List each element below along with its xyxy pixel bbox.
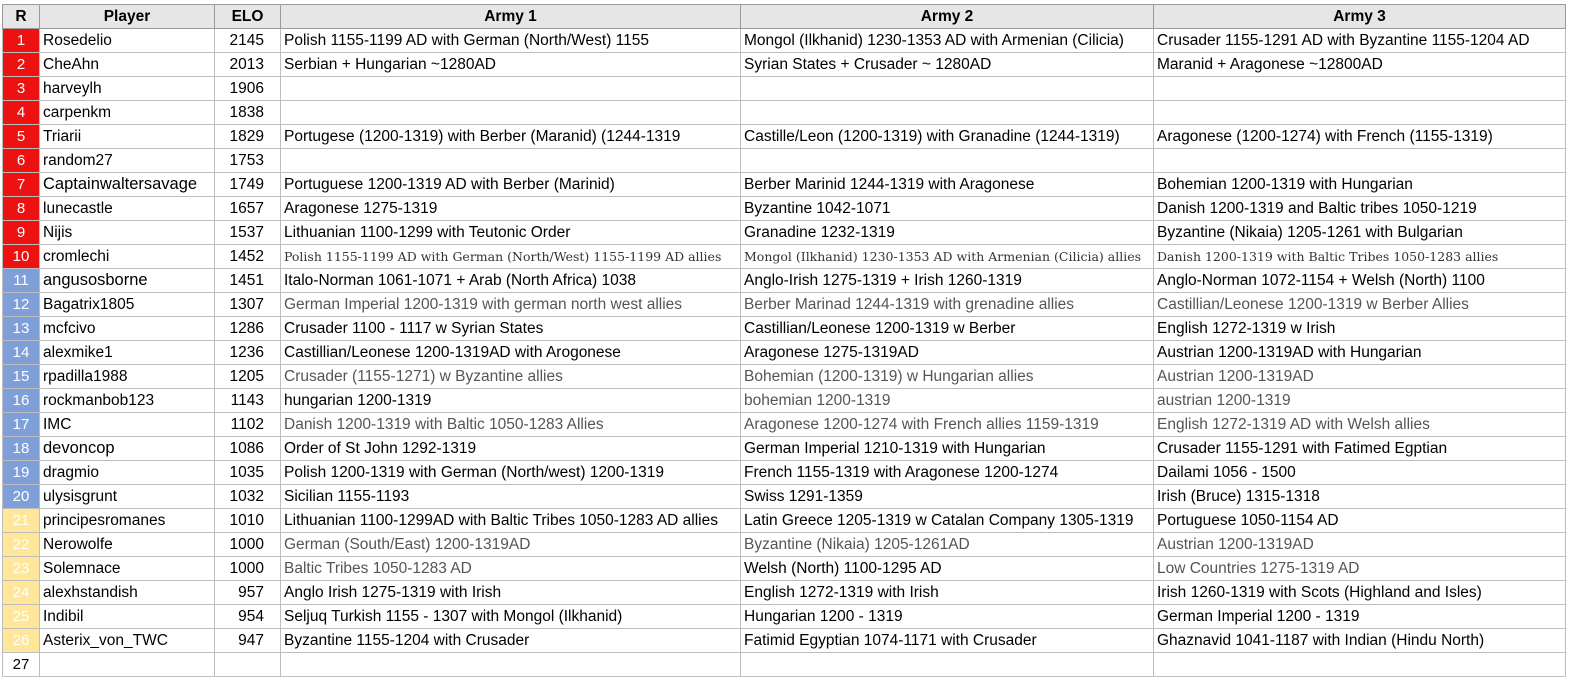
army2-cell[interactable]: Castille/Leon (1200-1319) with Granadine (1244-1319) xyxy=(741,125,1154,149)
elo-cell[interactable] xyxy=(215,653,281,677)
elo-cell[interactable]: 2013 xyxy=(215,53,281,77)
elo-cell[interactable]: 1286 xyxy=(215,317,281,341)
rank-cell[interactable]: 1 xyxy=(3,29,40,53)
army1-cell[interactable]: Portugese (1200-1319) with Berber (Maranid) (1244-1319 xyxy=(281,125,741,149)
army2-cell[interactable]: Granadine 1232-1319 xyxy=(741,221,1154,245)
elo-cell[interactable]: 1010 xyxy=(215,509,281,533)
header-rank[interactable]: R xyxy=(3,5,40,29)
elo-cell[interactable]: 1451 xyxy=(215,269,281,293)
elo-cell[interactable]: 1452 xyxy=(215,245,281,269)
army2-cell[interactable]: Aragonese 1200-1274 with French allies 1159-1319 xyxy=(741,413,1154,437)
table-row xyxy=(3,605,1566,629)
army3-cell[interactable]: Danish 1200-1319 with Baltic Tribes 1050-1283 allies xyxy=(1154,245,1566,269)
rank-cell[interactable]: 12 xyxy=(3,293,40,317)
army2-cell[interactable] xyxy=(741,77,1154,101)
army2-cell[interactable]: Bohemian (1200-1319) w Hungarian allies xyxy=(741,365,1154,389)
army1-cell[interactable] xyxy=(281,101,741,125)
army3-cell[interactable]: Ghaznavid 1041-1187 with Indian (Hindu North) xyxy=(1154,629,1566,653)
army1-cell[interactable]: Sicilian 1155-1193 xyxy=(281,485,741,509)
rank-cell[interactable]: 20 xyxy=(3,485,40,509)
army1-cell[interactable]: Order of St John 1292-1319 xyxy=(281,437,741,461)
player-cell[interactable]: rockmanbob123 xyxy=(40,389,215,413)
table-row xyxy=(3,317,1566,341)
army3-cell[interactable]: Austrian 1200-1319AD xyxy=(1154,365,1566,389)
header-army1[interactable]: Army 1 xyxy=(281,5,741,29)
elo-cell[interactable]: 1829 xyxy=(215,125,281,149)
player-cell[interactable]: harveylh xyxy=(40,77,215,101)
player-cell[interactable]: devoncop xyxy=(40,437,215,461)
table-row xyxy=(3,197,1566,221)
rank-cell[interactable]: 21 xyxy=(3,509,40,533)
army3-cell[interactable]: Irish 1260-1319 with Scots (Highland and Isles) xyxy=(1154,581,1566,605)
army2-cell[interactable]: Mongol (Ilkhanid) 1230-1353 AD with Armenian (Cilicia) allies xyxy=(741,245,1154,269)
table-row xyxy=(3,653,1566,677)
table-row xyxy=(3,557,1566,581)
elo-cell[interactable]: 1143 xyxy=(215,389,281,413)
elo-cell[interactable]: 1205 xyxy=(215,365,281,389)
army3-cell[interactable]: Castillian/Leonese 1200-1319 w Berber Allies xyxy=(1154,293,1566,317)
player-cell[interactable]: ulysisgrunt xyxy=(40,485,215,509)
table-row xyxy=(3,461,1566,485)
player-cell[interactable]: IMC xyxy=(40,413,215,437)
player-cell[interactable]: Rosedelio xyxy=(40,29,215,53)
table-row xyxy=(3,509,1566,533)
player-cell[interactable]: angusosborne xyxy=(40,269,215,293)
elo-cell[interactable]: 1838 xyxy=(215,101,281,125)
table-row xyxy=(3,341,1566,365)
army1-cell[interactable]: Byzantine 1155-1204 with Crusader xyxy=(281,629,741,653)
army2-cell[interactable]: Byzantine (Nikaia) 1205-1261AD xyxy=(741,533,1154,557)
army3-cell[interactable] xyxy=(1154,149,1566,173)
table-row xyxy=(3,413,1566,437)
player-cell[interactable]: Bagatrix1805 xyxy=(40,293,215,317)
elo-cell[interactable]: 957 xyxy=(215,581,281,605)
rank-cell[interactable]: 24 xyxy=(3,581,40,605)
army2-cell[interactable]: Welsh (North) 1100-1295 AD xyxy=(741,557,1154,581)
table-row xyxy=(3,629,1566,653)
header-row xyxy=(3,5,1566,29)
player-cell[interactable]: Captainwaltersavage xyxy=(40,173,215,197)
table-row xyxy=(3,269,1566,293)
rank-cell[interactable]: 13 xyxy=(3,317,40,341)
elo-cell[interactable]: 947 xyxy=(215,629,281,653)
ranking-table xyxy=(2,4,1566,677)
player-cell[interactable]: lunecastle xyxy=(40,197,215,221)
army3-cell[interactable]: German Imperial 1200 - 1319 xyxy=(1154,605,1566,629)
rank-cell[interactable]: 3 xyxy=(3,77,40,101)
rank-cell[interactable]: 22 xyxy=(3,533,40,557)
table-row xyxy=(3,77,1566,101)
rank-cell[interactable]: 4 xyxy=(3,101,40,125)
army3-cell[interactable]: Crusader 1155-1291 AD with Byzantine 1155-1204 AD xyxy=(1154,29,1566,53)
table-row xyxy=(3,533,1566,557)
player-cell[interactable]: dragmio xyxy=(40,461,215,485)
rank-cell[interactable]: 14 xyxy=(3,341,40,365)
army2-cell[interactable]: Byzantine 1042-1071 xyxy=(741,197,1154,221)
army1-cell[interactable]: Lithuanian 1100-1299AD with Baltic Tribes 1050-1283 AD allies xyxy=(281,509,741,533)
army1-cell[interactable]: Anglo Irish 1275-1319 with Irish xyxy=(281,581,741,605)
rank-cell[interactable]: 23 xyxy=(3,557,40,581)
elo-cell[interactable]: 2145 xyxy=(215,29,281,53)
header-army3[interactable]: Army 3 xyxy=(1154,5,1566,29)
elo-cell[interactable]: 1000 xyxy=(215,557,281,581)
table-row xyxy=(3,101,1566,125)
player-cell[interactable]: principesromanes xyxy=(40,509,215,533)
army1-cell[interactable]: Polish 1200-1319 with German (North/west) 1200-1319 xyxy=(281,461,741,485)
army3-cell[interactable]: Danish 1200-1319 and Baltic tribes 1050-1219 xyxy=(1154,197,1566,221)
army1-cell[interactable]: Crusader (1155-1271) w Byzantine allies xyxy=(281,365,741,389)
army1-cell[interactable]: Polish 1155-1199 AD with German (North/West) 1155-1199 AD allies xyxy=(281,245,741,269)
army2-cell[interactable]: French 1155-1319 with Aragonese 1200-1274 xyxy=(741,461,1154,485)
table-row xyxy=(3,245,1566,269)
army3-cell[interactable]: Austrian 1200-1319AD xyxy=(1154,533,1566,557)
elo-cell[interactable]: 1102 xyxy=(215,413,281,437)
army2-cell[interactable]: Syrian States + Crusader ~ 1280AD xyxy=(741,53,1154,77)
rank-cell[interactable]: 10 xyxy=(3,245,40,269)
table-row xyxy=(3,173,1566,197)
table-row xyxy=(3,149,1566,173)
army3-cell[interactable]: Byzantine (Nikaia) 1205-1261 with Bulgarian xyxy=(1154,221,1566,245)
table-row xyxy=(3,53,1566,77)
army3-cell[interactable] xyxy=(1154,101,1566,125)
army1-cell[interactable]: German Imperial 1200-1319 with german north west allies xyxy=(281,293,741,317)
army3-cell[interactable]: Low Countries 1275-1319 AD xyxy=(1154,557,1566,581)
army3-cell[interactable]: Maranid + Aragonese ~12800AD xyxy=(1154,53,1566,77)
table-row xyxy=(3,365,1566,389)
player-cell[interactable]: Solemnace xyxy=(40,557,215,581)
army2-cell[interactable]: Fatimid Egyptian 1074-1171 with Crusader xyxy=(741,629,1154,653)
army3-cell[interactable]: English 1272-1319 w Irish xyxy=(1154,317,1566,341)
army3-cell[interactable]: Irish (Bruce) 1315-1318 xyxy=(1154,485,1566,509)
table-row xyxy=(3,29,1566,53)
table-row xyxy=(3,581,1566,605)
army1-cell[interactable]: Lithuanian 1100-1299 with Teutonic Order xyxy=(281,221,741,245)
rank-cell[interactable]: 5 xyxy=(3,125,40,149)
army2-cell[interactable]: Berber Marinid 1244-1319 with Aragonese xyxy=(741,173,1154,197)
army3-cell[interactable]: English 1272-1319 AD with Welsh allies xyxy=(1154,413,1566,437)
player-cell[interactable]: Triarii xyxy=(40,125,215,149)
army2-cell[interactable]: English 1272-1319 with Irish xyxy=(741,581,1154,605)
rank-cell[interactable]: 2 xyxy=(3,53,40,77)
army1-cell[interactable] xyxy=(281,653,741,677)
army1-cell[interactable]: Danish 1200-1319 with Baltic 1050-1283 Allies xyxy=(281,413,741,437)
army3-cell[interactable]: Austrian 1200-1319AD with Hungarian xyxy=(1154,341,1566,365)
army2-cell[interactable]: Aragonese 1275-1319AD xyxy=(741,341,1154,365)
army1-cell[interactable]: hungarian 1200-1319 xyxy=(281,389,741,413)
player-cell[interactable]: random27 xyxy=(40,149,215,173)
elo-cell[interactable]: 1236 xyxy=(215,341,281,365)
rank-cell[interactable]: 18 xyxy=(3,437,40,461)
player-cell[interactable]: alexmike1 xyxy=(40,341,215,365)
army3-cell[interactable]: Bohemian 1200-1319 with Hungarian xyxy=(1154,173,1566,197)
player-cell[interactable]: alexhstandish xyxy=(40,581,215,605)
table-row xyxy=(3,437,1566,461)
army2-cell[interactable]: German Imperial 1210-1319 with Hungarian xyxy=(741,437,1154,461)
army1-cell[interactable]: Portuguese 1200-1319 AD with Berber (Marinid) xyxy=(281,173,741,197)
table-row xyxy=(3,293,1566,317)
elo-cell[interactable]: 1657 xyxy=(215,197,281,221)
table-row xyxy=(3,221,1566,245)
army2-cell[interactable]: bohemian 1200-1319 xyxy=(741,389,1154,413)
elo-cell[interactable]: 1086 xyxy=(215,437,281,461)
army2-cell[interactable]: Swiss 1291-1359 xyxy=(741,485,1154,509)
elo-cell[interactable]: 954 xyxy=(215,605,281,629)
army3-cell[interactable]: austrian 1200-1319 xyxy=(1154,389,1566,413)
army2-cell[interactable]: Berber Marinad 1244-1319 with grenadine allies xyxy=(741,293,1154,317)
army3-cell[interactable]: Aragonese (1200-1274) with French (1155-1319) xyxy=(1154,125,1566,149)
army1-cell[interactable]: Italo-Norman 1061-1071 + Arab (North Africa) 1038 xyxy=(281,269,741,293)
player-cell[interactable]: rpadilla1988 xyxy=(40,365,215,389)
player-cell[interactable]: Asterix_von_TWC xyxy=(40,629,215,653)
player-cell[interactable]: Nerowolfe xyxy=(40,533,215,557)
army2-cell[interactable] xyxy=(741,653,1154,677)
elo-cell[interactable]: 1906 xyxy=(215,77,281,101)
elo-cell[interactable]: 1537 xyxy=(215,221,281,245)
army1-cell[interactable]: Aragonese 1275-1319 xyxy=(281,197,741,221)
rank-cell[interactable]: 16 xyxy=(3,389,40,413)
army2-cell[interactable] xyxy=(741,149,1154,173)
army2-cell[interactable] xyxy=(741,101,1154,125)
table-row xyxy=(3,125,1566,149)
army2-cell[interactable]: Castillian/Leonese 1200-1319 w Berber xyxy=(741,317,1154,341)
elo-cell[interactable]: 1753 xyxy=(215,149,281,173)
player-cell[interactable]: Nijis xyxy=(40,221,215,245)
rank-cell[interactable]: 8 xyxy=(3,197,40,221)
rank-cell[interactable]: 17 xyxy=(3,413,40,437)
rank-cell[interactable]: 15 xyxy=(3,365,40,389)
army1-cell[interactable]: Serbian + Hungarian ~1280AD xyxy=(281,53,741,77)
elo-cell[interactable]: 1307 xyxy=(215,293,281,317)
army2-cell[interactable]: Latin Greece 1205-1319 w Catalan Company 1305-1319 xyxy=(741,509,1154,533)
army1-cell[interactable]: German (South/East) 1200-1319AD xyxy=(281,533,741,557)
player-cell[interactable]: mcfcivo xyxy=(40,317,215,341)
rank-cell[interactable]: 7 xyxy=(3,173,40,197)
army3-cell[interactable]: Portuguese 1050-1154 AD xyxy=(1154,509,1566,533)
army2-cell[interactable]: Anglo-Irish 1275-1319 + Irish 1260-1319 xyxy=(741,269,1154,293)
rank-cell[interactable]: 6 xyxy=(3,149,40,173)
rank-cell[interactable]: 9 xyxy=(3,221,40,245)
rank-cell[interactable]: 27 xyxy=(3,653,40,677)
army3-cell[interactable] xyxy=(1154,653,1566,677)
army3-cell[interactable]: Dailami 1056 - 1500 xyxy=(1154,461,1566,485)
army2-cell[interactable]: Hungarian 1200 - 1319 xyxy=(741,605,1154,629)
header-player[interactable]: Player xyxy=(40,5,215,29)
rank-cell[interactable]: 11 xyxy=(3,269,40,293)
rank-cell[interactable]: 26 xyxy=(3,629,40,653)
table-row xyxy=(3,485,1566,509)
army1-cell[interactable]: Castillian/Leonese 1200-1319AD with Arogonese xyxy=(281,341,741,365)
header-elo[interactable]: ELO xyxy=(215,5,281,29)
player-cell[interactable] xyxy=(40,653,215,677)
army1-cell[interactable]: Crusader 1100 - 1117 w Syrian States xyxy=(281,317,741,341)
army2-cell[interactable]: Mongol (Ilkhanid) 1230-1353 AD with Armenian (Cilicia) xyxy=(741,29,1154,53)
army1-cell[interactable]: Seljuq Turkish 1155 - 1307 with Mongol (Ilkhanid) xyxy=(281,605,741,629)
army1-cell[interactable] xyxy=(281,77,741,101)
player-cell[interactable]: carpenkm xyxy=(40,101,215,125)
rank-cell[interactable]: 25 xyxy=(3,605,40,629)
elo-cell[interactable]: 1000 xyxy=(215,533,281,557)
army1-cell[interactable]: Polish 1155-1199 AD with German (North/West) 1155 xyxy=(281,29,741,53)
army1-cell[interactable]: Baltic Tribes 1050-1283 AD xyxy=(281,557,741,581)
army1-cell[interactable] xyxy=(281,149,741,173)
table-row xyxy=(3,389,1566,413)
army3-cell[interactable] xyxy=(1154,77,1566,101)
elo-cell[interactable]: 1035 xyxy=(215,461,281,485)
player-cell[interactable]: Indibil xyxy=(40,605,215,629)
rank-cell[interactable]: 19 xyxy=(3,461,40,485)
army3-cell[interactable]: Anglo-Norman 1072-1154 + Welsh (North) 1100 xyxy=(1154,269,1566,293)
army3-cell[interactable]: Crusader 1155-1291 with Fatimed Egptian xyxy=(1154,437,1566,461)
player-cell[interactable]: cromlechi xyxy=(40,245,215,269)
elo-cell[interactable]: 1032 xyxy=(215,485,281,509)
elo-cell[interactable]: 1749 xyxy=(215,173,281,197)
header-army2[interactable]: Army 2 xyxy=(741,5,1154,29)
player-cell[interactable]: CheAhn xyxy=(40,53,215,77)
